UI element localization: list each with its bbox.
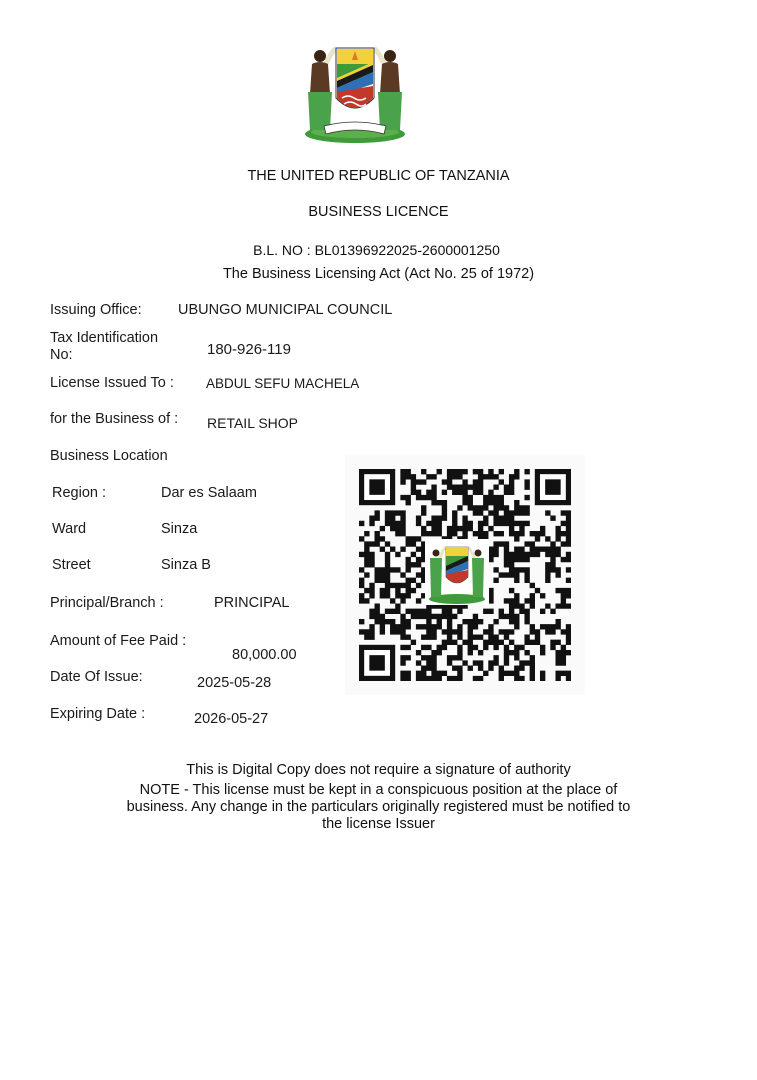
issued-to-value: ABDUL SEFU MACHELA <box>206 376 360 391</box>
act-reference: The Business Licensing Act (Act No. 25 of 1972) <box>222 266 535 282</box>
qr-finder-top-right <box>535 469 571 505</box>
issue-date-label: Date Of Issue: <box>50 669 143 685</box>
business-location-heading: Business Location <box>50 448 168 464</box>
tin-value: 180-926-119 <box>207 341 291 358</box>
ward-value: Sinza <box>161 521 198 537</box>
digital-copy-notice: This is Digital Copy does not require a signature of authority <box>186 762 571 778</box>
expiry-date-value: 2026-05-27 <box>194 711 269 727</box>
fee-value: 80,000.00 <box>232 647 297 663</box>
region-label: Region : <box>52 485 107 501</box>
qr-finder-top-left <box>359 469 395 505</box>
ward-label: Ward <box>52 521 87 537</box>
note-line-3: the license Issuer <box>322 816 435 832</box>
licence-number: B.L. NO : BL01396922025-2600001250 <box>253 242 500 258</box>
tin-label-line1: Tax Identification <box>50 330 159 346</box>
qr-emblem-icon <box>425 539 489 605</box>
tin-label-line2: No: <box>50 347 73 363</box>
issuing-office-value: UBUNGO MUNICIPAL COUNCIL <box>178 302 393 318</box>
note-line-1: NOTE - This license must be kept in a conspicuous position at the place of <box>139 782 618 798</box>
business-value: RETAIL SHOP <box>207 415 299 431</box>
principal-branch-label: Principal/Branch : <box>50 595 164 611</box>
fee-label: Amount of Fee Paid : <box>50 633 187 649</box>
issued-to-label: License Issued To : <box>50 375 174 391</box>
expiry-date-label: Expiring Date : <box>50 706 146 722</box>
qr-finder-bottom-left <box>359 645 395 681</box>
note-line-2: business. Any change in the particulars originally registered must be notified to <box>126 799 631 815</box>
country-name: THE UNITED REPUBLIC OF TANZANIA <box>247 168 510 184</box>
street-label: Street <box>52 557 91 573</box>
issuing-office-label: Issuing Office: <box>50 302 142 318</box>
tanzania-coat-of-arms-icon <box>300 34 410 146</box>
issue-date-value: 2025-05-28 <box>197 675 272 691</box>
document-title: BUSINESS LICENCE <box>308 204 449 220</box>
principal-branch-value: PRINCIPAL <box>214 595 290 611</box>
street-value: Sinza B <box>161 557 211 573</box>
business-label: for the Business of : <box>50 411 179 427</box>
region-value: Dar es Salaam <box>161 485 257 501</box>
qr-code-panel <box>345 455 585 695</box>
